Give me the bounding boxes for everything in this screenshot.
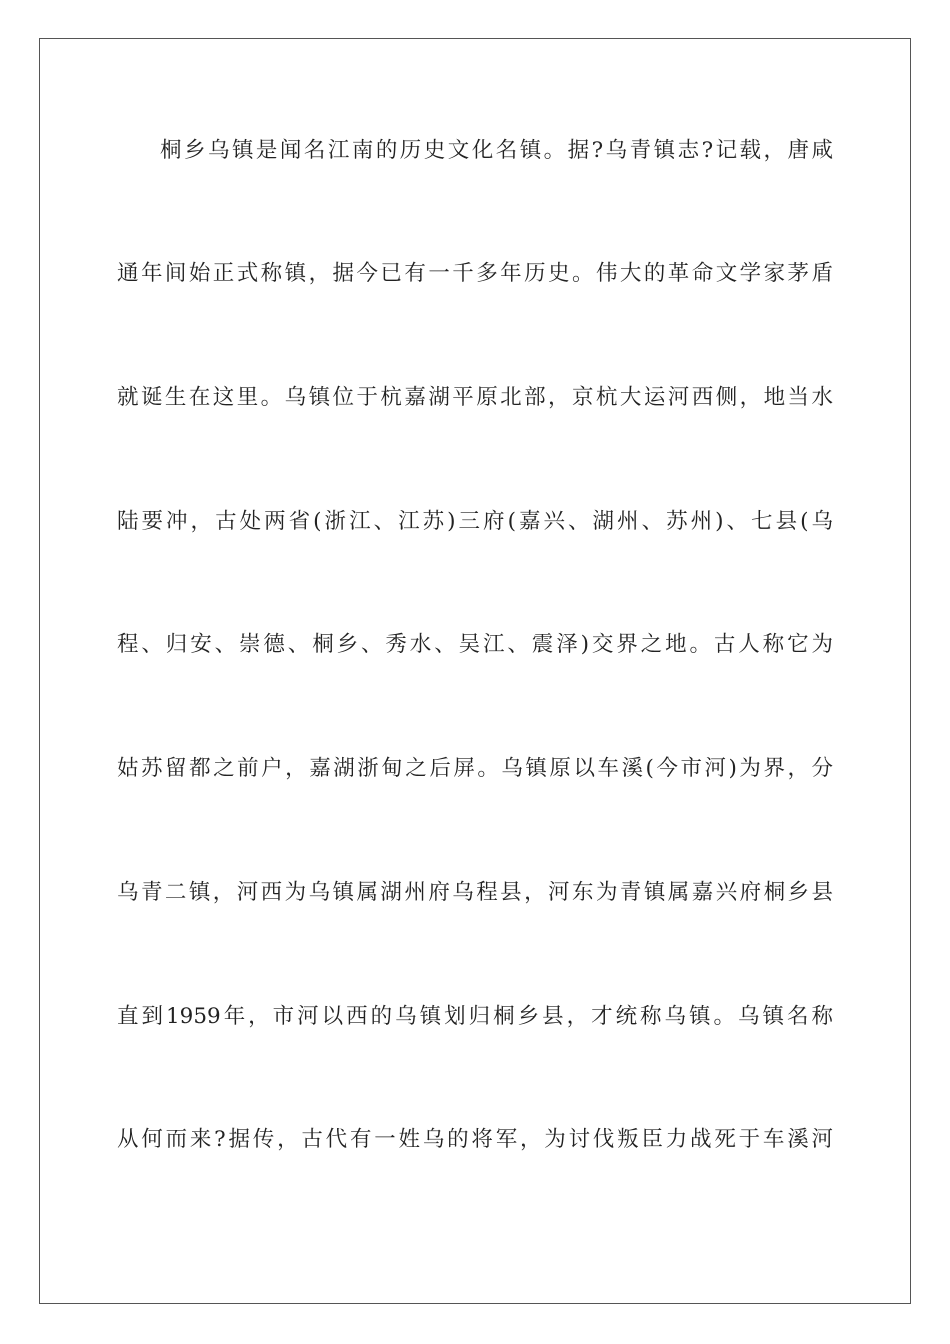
- paragraph-line-2: 通年间始正式称镇，据今已有一千多年历史。伟大的革命文学家茅盾: [117, 261, 833, 286]
- paragraph-line-5: 程、归安、崇德、桐乡、秀水、吴江、震泽)交界之地。古人称它为: [117, 632, 833, 657]
- paragraph-line-7: 乌青二镇，河西为乌镇属湖州府乌程县，河东为青镇属嘉兴府桐乡县: [117, 880, 833, 905]
- page-border: [39, 38, 911, 1304]
- paragraph-line-3: 就诞生在这里。乌镇位于杭嘉湖平原北部，京杭大运河西侧，地当水: [117, 385, 833, 410]
- paragraph-line-6: 姑苏留都之前户，嘉湖浙甸之后屏。乌镇原以车溪(今市河)为界，分: [117, 756, 833, 781]
- paragraph-line-1: 桐乡乌镇是闻名江南的历史文化名镇。据?乌青镇志?记载，唐咸: [160, 138, 833, 163]
- paragraph-line-8: 直到1959年，市河以西的乌镇划归桐乡县，才统称乌镇。乌镇名称: [117, 1004, 833, 1029]
- paragraph-line-9: 从何而来?据传，古代有一姓乌的将军，为讨伐叛臣力战死于车溪河: [117, 1127, 833, 1152]
- paragraph-line-4: 陆要冲，古处两省(浙江、江苏)三府(嘉兴、湖州、苏州)、七县(乌: [117, 509, 833, 534]
